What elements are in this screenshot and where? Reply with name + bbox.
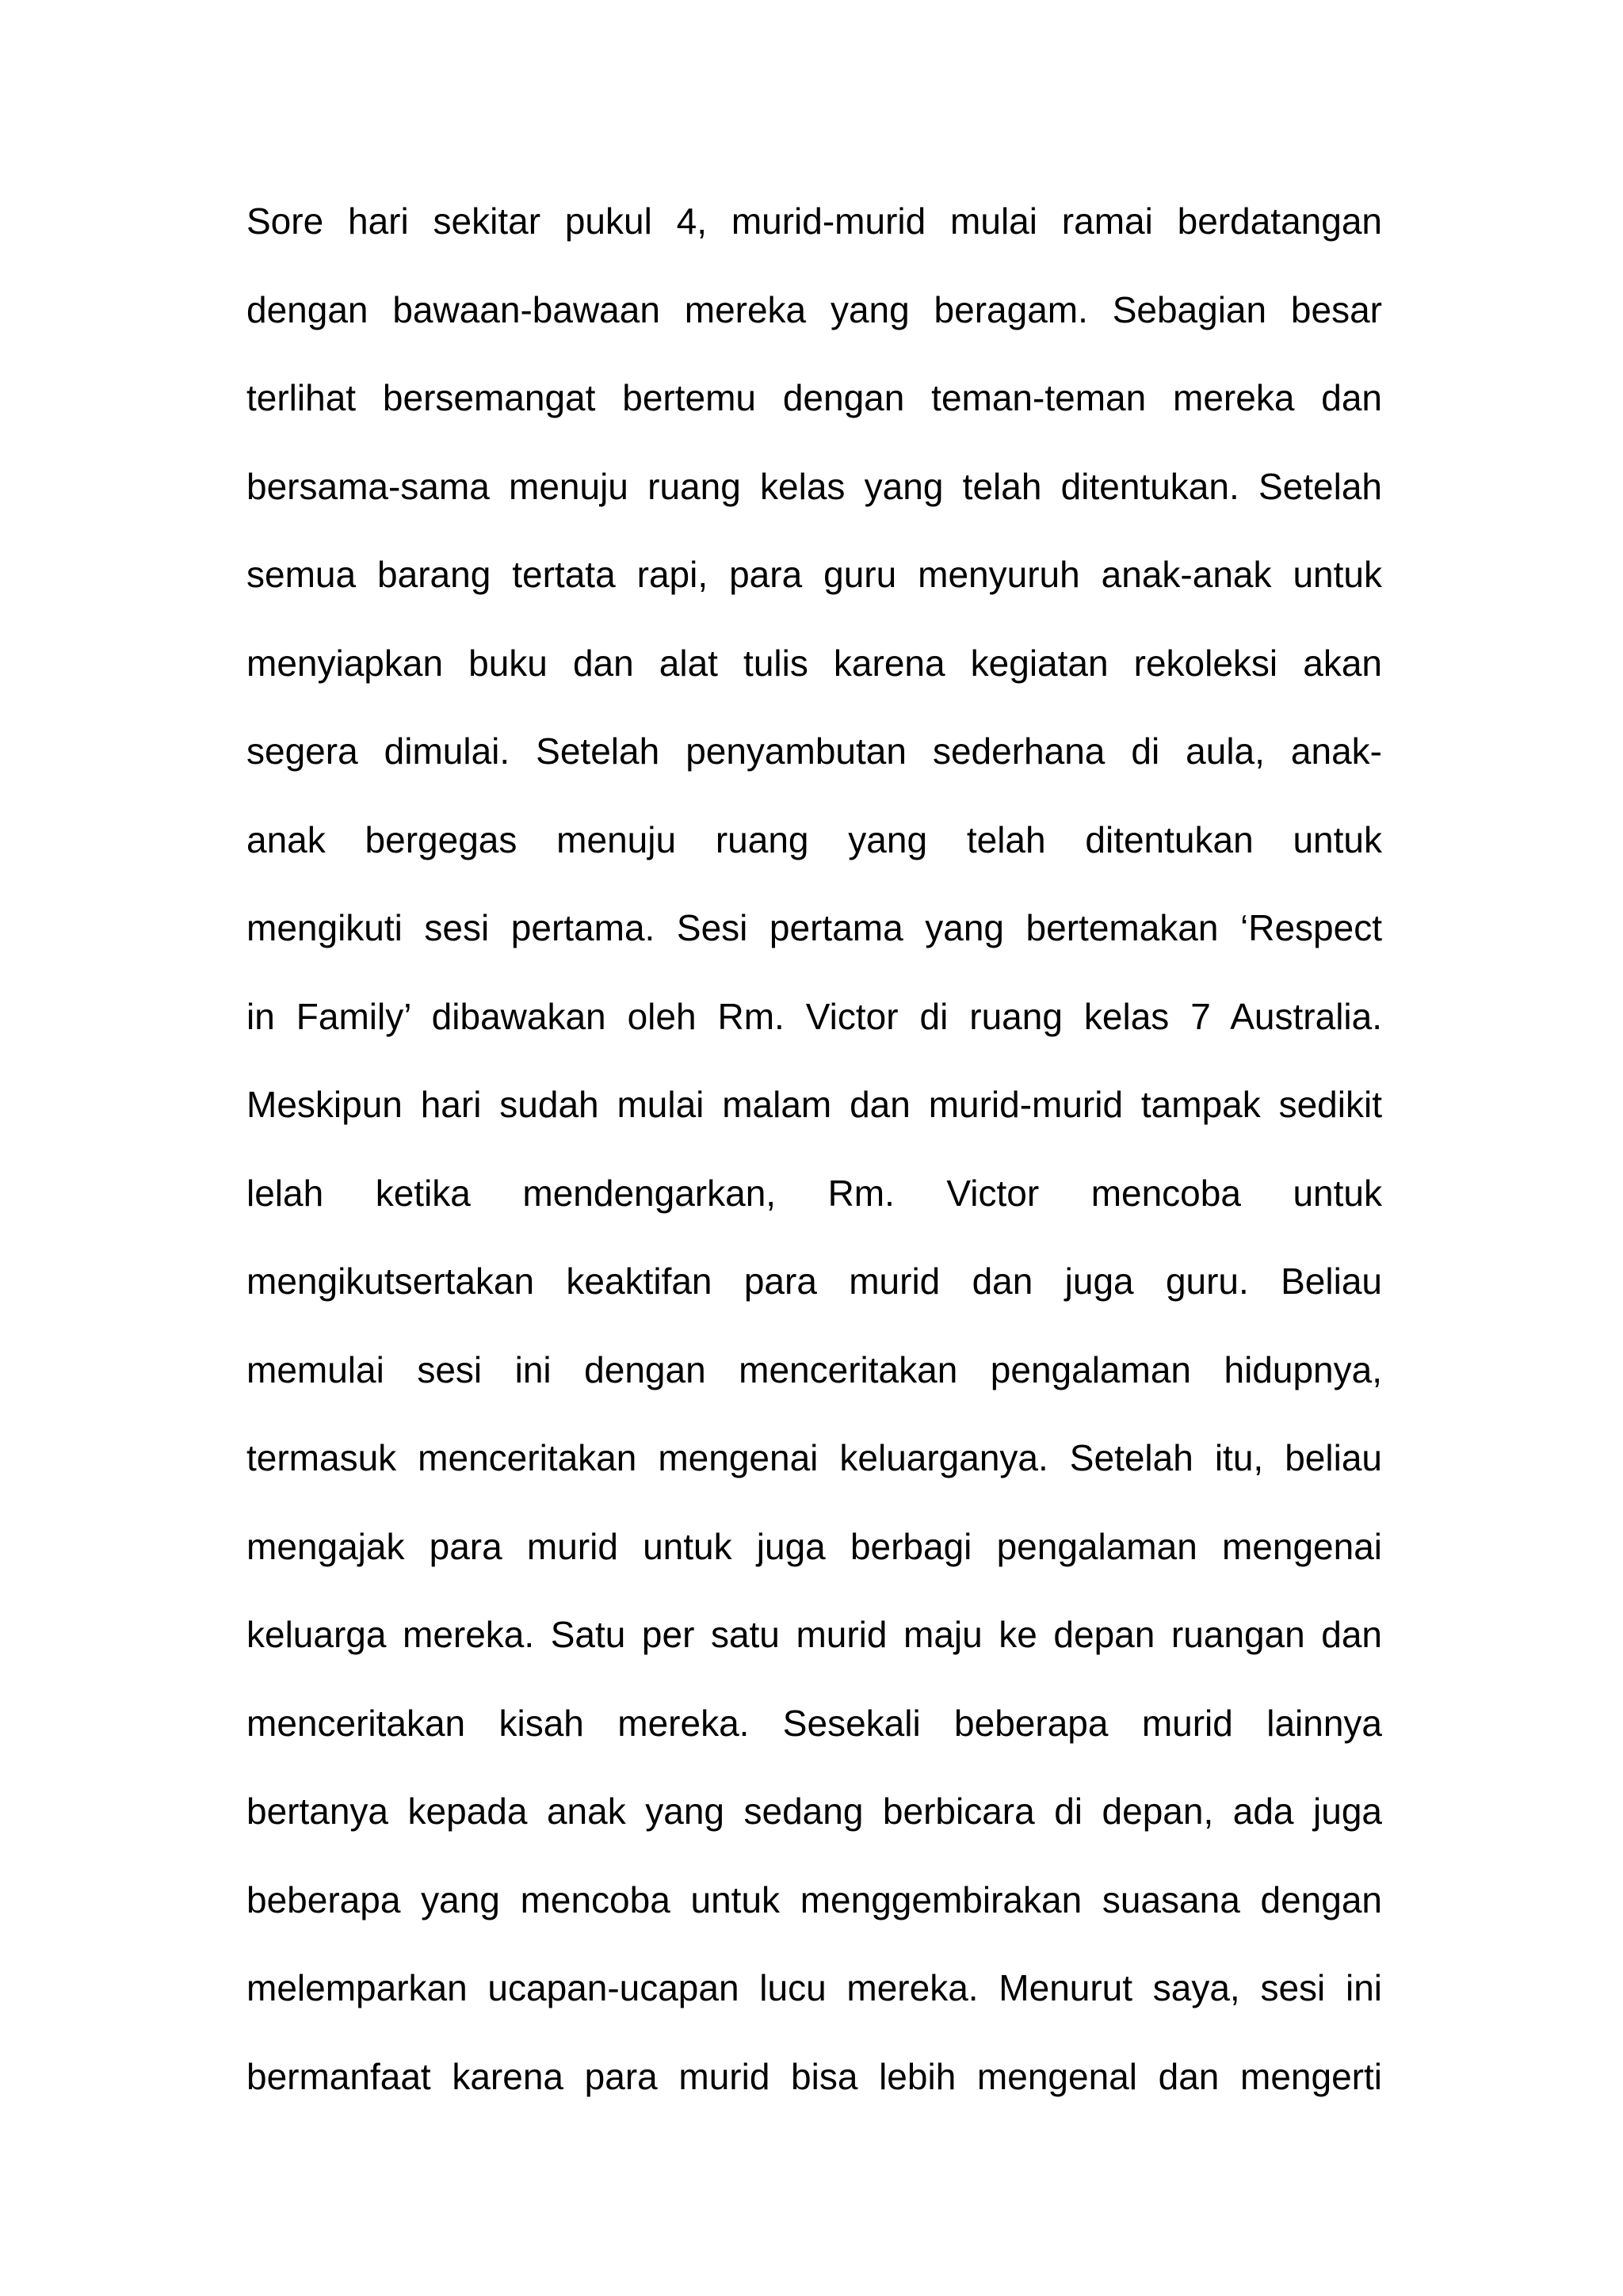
paragraph-line: termasuk menceritakan mengenai keluarganya. Setelah itu, beliau <box>246 1437 1382 1478</box>
body-paragraph <box>246 188 1382 2131</box>
paragraph-line: lelah ketika mendengarkan, Rm. Victor mencoba untuk <box>246 1172 1382 1214</box>
paragraph-line: memulai sesi ini dengan menceritakan pengalaman hidupnya, <box>246 1348 1382 1390</box>
paragraph-line: mengikutsertakan keaktifan para murid dan juga guru. Beliau <box>246 1261 1382 1302</box>
paragraph-line: semua barang tertata rapi, para guru menyuruh anak-anak untuk <box>246 554 1382 595</box>
paragraph-line: Sore hari sekitar pukul 4, murid-murid mulai ramai berdatangan <box>246 200 1382 242</box>
paragraph-line: menceritakan kisah mereka. Sesekali beberapa murid lainnya <box>246 1702 1382 1744</box>
paragraph-line: beberapa yang mencoba untuk menggembirakan suasana dengan <box>246 1878 1382 1920</box>
paragraph-line: bermanfaat karena para murid bisa lebih mengenal dan mengerti <box>246 2055 1382 2097</box>
paragraph-line: keluarga mereka. Satu per satu murid maju ke depan ruangan dan <box>246 1614 1382 1655</box>
paragraph-line: bertanya kepada anak yang sedang berbicara di depan, ada juga <box>246 1791 1382 1832</box>
paragraph-line: mengikuti sesi pertama. Sesi pertama yang bertemakan ‘Respect <box>246 907 1382 948</box>
paragraph-line: menyiapkan buku dan alat tulis karena kegiatan rekoleksi akan <box>246 642 1382 684</box>
paragraph-line: melemparkan ucapan-ucapan lucu mereka. Menurut saya, sesi ini <box>246 1967 1382 2008</box>
paragraph-line: terlihat bersemangat bertemu dengan teman-teman mereka dan <box>246 377 1382 418</box>
paragraph-line: mengajak para murid untuk juga berbagi pengalaman mengenai <box>246 1525 1382 1567</box>
paragraph-line: bersama-sama menuju ruang kelas yang telah ditentukan. Setelah <box>246 465 1382 507</box>
paragraph-line: dengan bawaan-bawaan mereka yang beragam. Sebagian besar <box>246 288 1382 330</box>
paragraph-line: Meskipun hari sudah mulai malam dan murid-murid tampak sedikit <box>246 1084 1382 1125</box>
paragraph-line: segera dimulai. Setelah penyambutan sederhana di aula, anak- <box>246 730 1382 772</box>
paragraph-line: anak bergegas menuju ruang yang telah ditentukan untuk <box>246 818 1382 860</box>
paragraph-line: in Family’ dibawakan oleh Rm. Victor di ruang kelas 7 Australia. <box>246 995 1382 1037</box>
